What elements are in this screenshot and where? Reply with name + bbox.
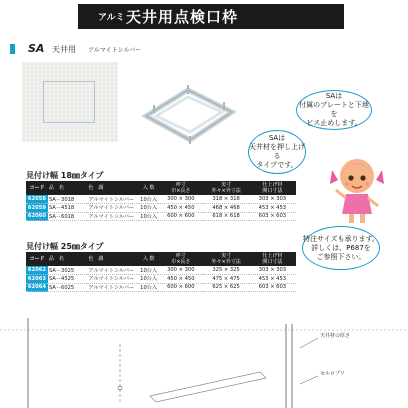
table-row [26,204,296,213]
spec-table-18mm [26,181,296,221]
row-outer: 475 × 475 [203,275,248,284]
header-name: 品 名 [48,252,87,266]
row-code: 62060 [27,213,46,220]
row-color: アルマイトシルバー [87,195,139,204]
callout-special-size [302,226,380,270]
series-heading [10,42,340,56]
header-code: コード [26,181,48,195]
row-opening: 603 × 603 [249,283,296,292]
row-qty: 10台入 [140,267,158,274]
installation-diagram [0,318,408,408]
callout-plate-text: SAは 付属のプレートと下地を ビス止めします。 [299,92,369,127]
row-outer: 325 × 325 [203,266,248,275]
header-opening: 仕上げ材 開口寸法 [249,252,296,266]
row-opening: 603 × 603 [249,212,296,221]
table-header-row [26,252,296,266]
header-color: 色 調 [87,181,139,195]
row-color: アルマイトシルバー [87,283,139,292]
row-name: SA－3018 [48,195,87,204]
table-row [26,283,296,292]
row-code: 62058 [27,196,46,202]
series-bullet-icon [10,44,15,54]
row-name: SA－6018 [48,212,87,221]
header-outer: 実寸 外々×外寸法 [203,181,248,195]
row-name: SA－4518 [48,204,87,213]
header-color: 色 調 [87,252,139,266]
header-qty: 入 数 [139,252,158,266]
row-color: アルマイトシルバー [87,212,139,221]
table2-heading: 見付け幅 25㎜タイプ [26,242,104,251]
row-code: 62063 [27,275,46,282]
header-size: 呼寸 巾×長さ [158,252,203,266]
frame-product-image [138,76,238,146]
table1-heading: 見付け幅 18㎜タイプ [26,171,104,180]
header-qty: 入 数 [139,181,158,195]
row-qty: 10台入 [140,196,158,203]
inspection-frame-outline [40,78,98,126]
row-color: アルマイトシルバー [87,275,139,284]
spec-table-25mm [26,252,296,292]
row-size: 450 × 450 [158,204,203,213]
table-row [26,266,296,275]
header-code: コード [26,252,48,266]
diagram-label-material: セルロプリ [320,371,345,377]
callout-push-text: SAは 天井材を押し上げる タイプです。 [249,134,305,169]
mascot-illustration [326,150,388,226]
row-size: 600 × 600 [158,212,203,221]
callout-plate-screw [296,90,372,130]
row-code: 62064 [27,284,46,291]
row-qty: 10台入 [140,284,158,291]
row-code: 62062 [27,267,46,273]
row-name: SA－3025 [48,266,87,275]
row-opening: 303 × 303 [249,195,296,204]
header-size: 呼寸 巾×長さ [158,181,203,195]
series-finish: アルマイトシルバー [88,47,142,54]
header-outer: 実寸 外々×外寸法 [203,252,248,266]
row-opening: 453 × 453 [249,275,296,284]
table-row [26,195,296,204]
table-header-row [26,181,296,195]
page-header [78,4,344,29]
row-opening: 453 × 453 [249,204,296,213]
row-outer: 618 × 618 [203,212,248,221]
header-category: アルミ [98,13,125,23]
row-qty: 10台入 [140,205,158,212]
series-name: 天井用 [52,45,76,54]
row-size: 300 × 300 [158,195,203,204]
row-outer: 468 × 468 [203,204,248,213]
row-qty: 10台入 [140,213,158,220]
row-outer: 318 × 318 [203,195,248,204]
row-name: SA－4525 [48,275,87,284]
row-code: 62059 [27,204,46,211]
header-opening: 仕上げ材 開口寸法 [249,181,296,195]
row-size: 450 × 450 [158,275,203,284]
diagram-label-thickness: 天井材の厚さ [320,333,351,339]
row-size: 300 × 300 [158,266,203,275]
row-outer: 625 × 625 [203,283,248,292]
table-row [26,275,296,284]
callout-push-up [248,130,306,174]
row-name: SA－6025 [48,283,87,292]
callout-special-text: 特注サイズも承ります。 詳しくは、P687を ご参照下さい。 [303,234,379,261]
header-name: 品 名 [48,181,87,195]
table-row [26,212,296,221]
row-color: アルマイトシルバー [87,266,139,275]
row-color: アルマイトシルバー [87,204,139,213]
row-opening: 303 × 303 [249,266,296,275]
row-size: 600 × 600 [158,283,203,292]
row-qty: 10台入 [140,276,158,283]
series-code: SA [28,42,45,55]
page-title: 天井用点検口枠 [126,8,239,26]
ceiling-panel-photo [22,62,118,142]
